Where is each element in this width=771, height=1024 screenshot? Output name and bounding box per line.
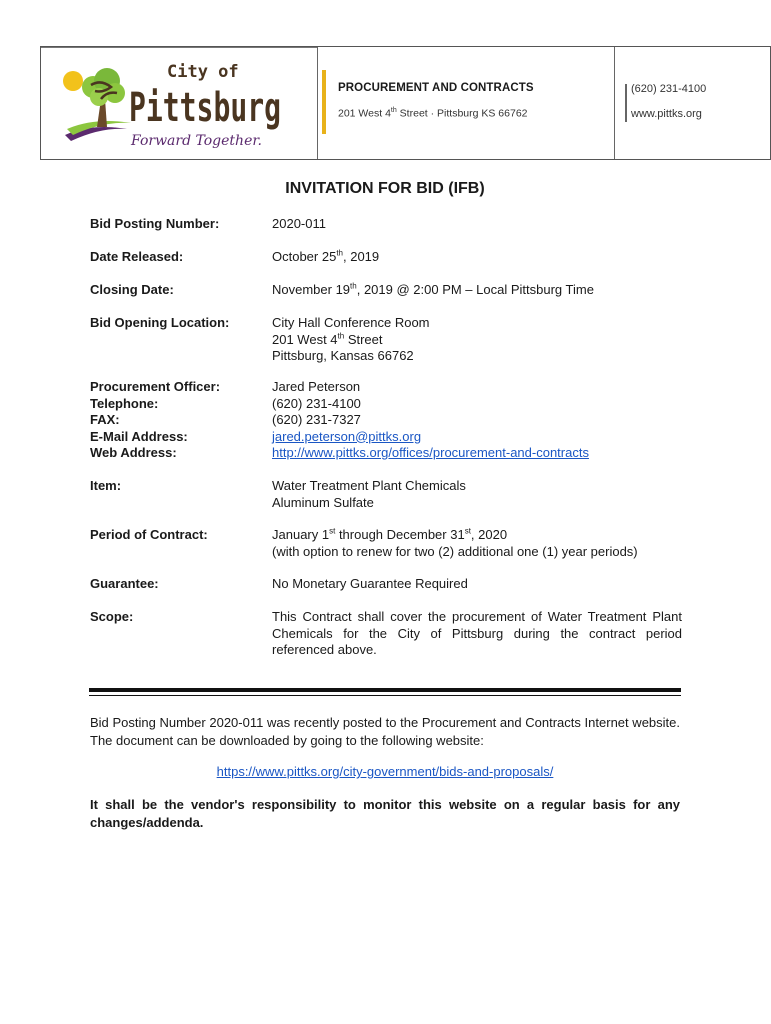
period-label: Period of Contract:: [90, 527, 208, 542]
city-logo: [61, 57, 286, 153]
bid-opening-value: City Hall Conference Room 201 West 4th Street Pittsburg, Kansas 66762: [272, 315, 430, 363]
email-link[interactable]: jared.peterson@pittks.org: [272, 428, 422, 444]
dept-address: 201 West 4th Street · Pittsburg KS 66762: [338, 107, 528, 120]
logo-city-name: Pittsburg: [129, 85, 281, 131]
divider-thin: [89, 695, 681, 696]
logo-tagline: Forward Together.: [131, 133, 262, 149]
document-title: INVITATION FOR BID (IFB): [285, 180, 485, 197]
web-address-link[interactable]: http://www.pittks.org/offices/procurement-and-contracts: [272, 445, 589, 460]
closing-date-label: Closing Date:: [90, 282, 174, 297]
divider-thick: [89, 688, 681, 692]
guarantee-value: No Monetary Guarantee Required: [272, 576, 468, 591]
header-phone: (620) 231-4100: [631, 83, 707, 95]
bids-proposals-link[interactable]: https://www.pittks.org/city-government/bids-and-proposals/: [216, 764, 554, 779]
item-value: Water Treatment Plant Chemicals Aluminum Sulfate: [272, 478, 466, 510]
bid-posting-label: Bid Posting Number:: [90, 216, 220, 231]
guarantee-label: Guarantee:: [90, 576, 159, 591]
contact-labels: Procurement Officer: Telephone: FAX: E-Mail Address: Web Address:: [90, 379, 221, 460]
telephone-value: (620) 231-4100: [272, 395, 361, 411]
bid-opening-label: Bid Opening Location:: [90, 315, 230, 330]
date-released-label: Date Released:: [90, 249, 184, 264]
item-label: Item:: [90, 478, 122, 493]
fax-value: (620) 231-7327: [272, 412, 361, 427]
letterhead: [40, 46, 771, 160]
dept-title: PROCUREMENT AND CONTRACTS: [338, 82, 534, 94]
officer-name: Jared Peterson: [272, 379, 361, 394]
scope-value: This Contract shall cover the procurement of Water Treatment Plant Chemicals for the City of Pittsburg during the contract period referenced above.: [272, 609, 682, 657]
logo-city-of: City of: [167, 62, 239, 82]
bids-link-row: [0, 764, 770, 779]
posting-paragraph: Bid Posting Number 2020-011 was recently posted to the Procurement and Contracts Internet website. The document can be downloaded by going to the following website:: [90, 715, 680, 748]
vendor-notice: It shall be the vendor's responsibility to monitor this website on a regular basis for any changes/addenda.: [90, 797, 680, 830]
contact-cell: [615, 47, 770, 159]
contact-values: [272, 379, 682, 462]
date-released-value: October 25th, 2019: [272, 248, 380, 264]
period-value: January 1st through December 31st, 2020 (with option to renew for two (2) additional one (1) year periods): [272, 526, 638, 559]
closing-date-value: November 19th, 2019 @ 2:00 PM – Local Pittsburg Time: [272, 281, 594, 297]
scope-label: Scope:: [90, 609, 134, 624]
bid-posting-value: 2020-011: [272, 216, 326, 231]
header-website: www.pittks.org: [631, 108, 702, 120]
logo-cell: [41, 47, 318, 159]
dept-cell: [318, 47, 615, 159]
